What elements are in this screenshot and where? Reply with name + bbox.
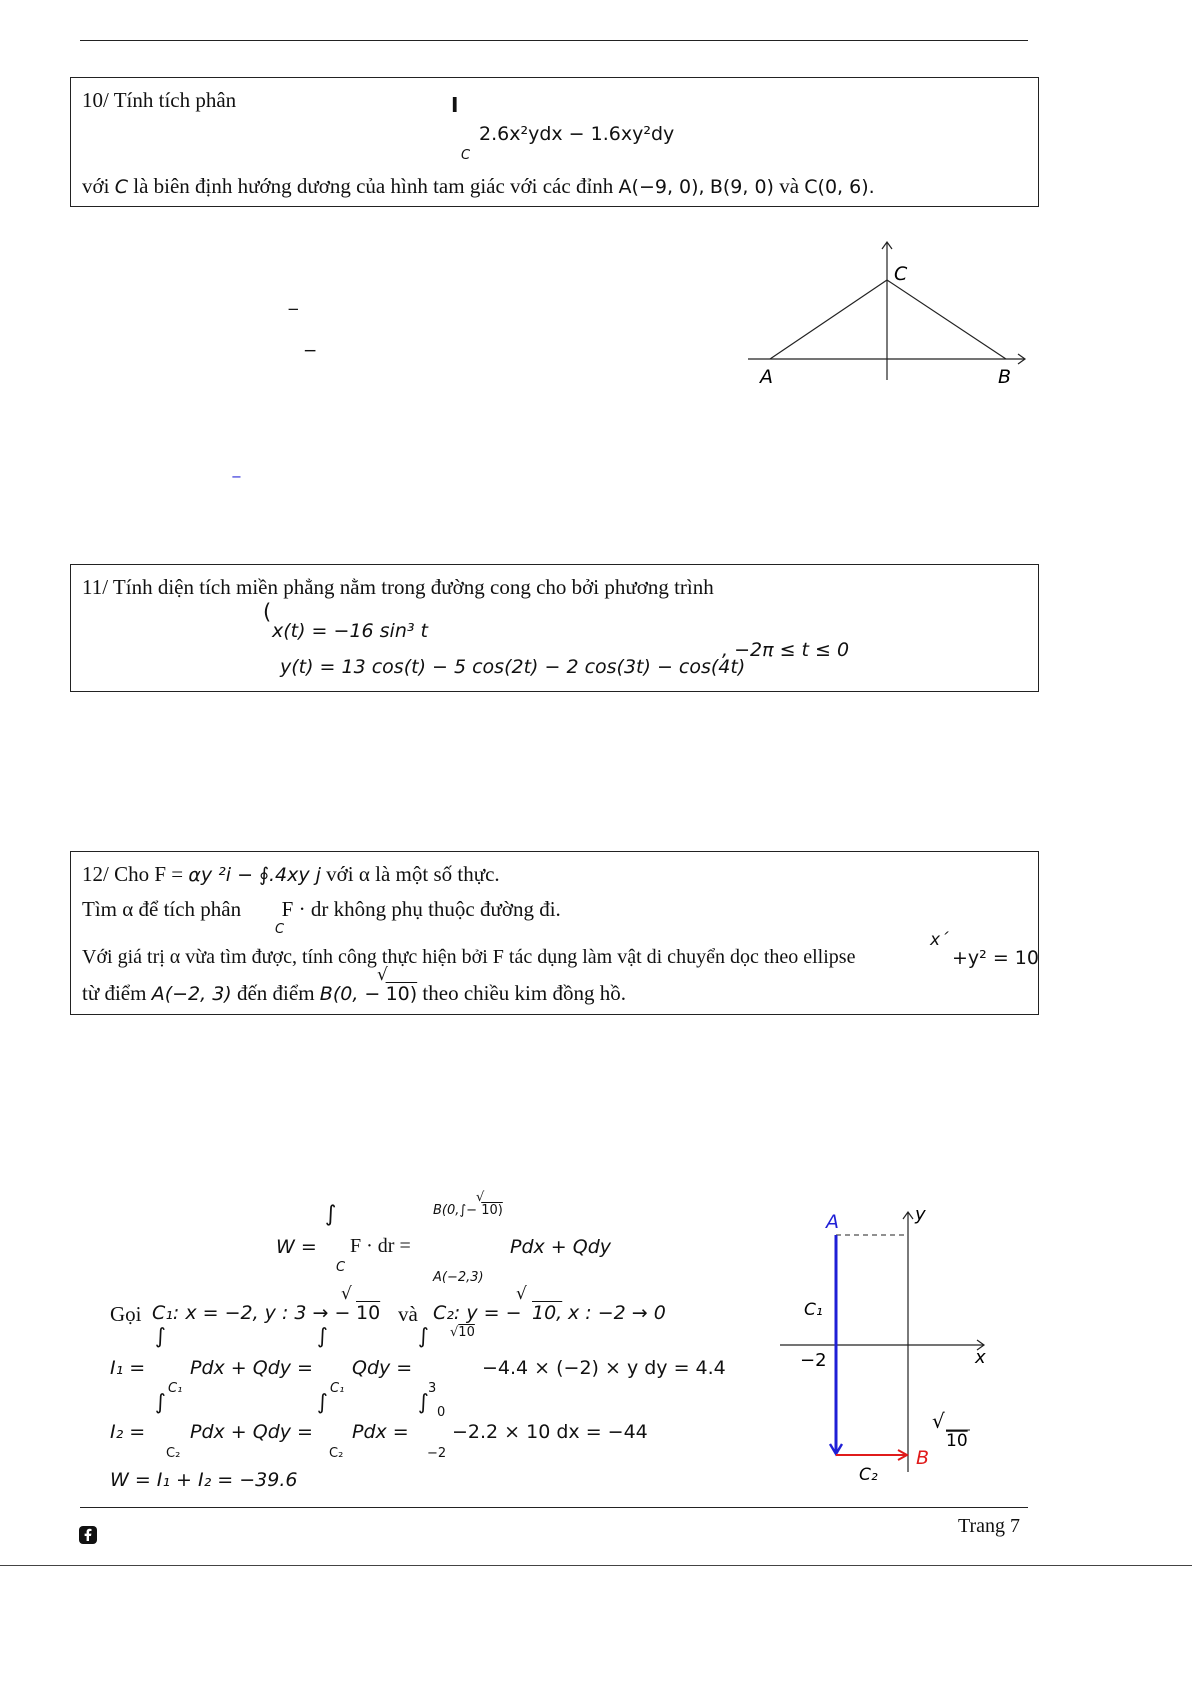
p10-vertex-c: C(0, 6). bbox=[804, 176, 875, 198]
label-sqrt: √ bbox=[932, 1409, 945, 1433]
p12-l4-suffix: theo chiều kim đồng hồ. bbox=[422, 981, 626, 1005]
triangle-figure bbox=[740, 235, 1040, 395]
sol-w-upper-text: B(0,∫− bbox=[433, 1203, 482, 1218]
sol-i1-sub-2: C₁ bbox=[330, 1381, 345, 1396]
sol-i2-sub-2: C₂ bbox=[329, 1446, 344, 1461]
p10-condition bbox=[82, 174, 875, 199]
sol-goi: Gọi bbox=[110, 1302, 142, 1326]
sol-i2-to: 0 bbox=[437, 1405, 446, 1420]
sol-w-mid: F · dr = bbox=[350, 1235, 411, 1257]
sol-i1-lhs: I₁ = bbox=[110, 1357, 146, 1379]
sol-w-rhs: Pdx + Qdy bbox=[510, 1236, 612, 1258]
p10-intro: 10/ Tính tích phân bbox=[82, 88, 237, 112]
page-number: Trang 7 bbox=[958, 1515, 1021, 1537]
sol-i1-sub-1: C₁ bbox=[168, 1381, 183, 1396]
sol-w-upper-10: 10) bbox=[481, 1203, 503, 1218]
header-rule bbox=[80, 40, 1028, 41]
sol-i2-int-2: ∫ bbox=[317, 1390, 328, 1414]
sol-i1-upper-sqrt: √ bbox=[450, 1325, 459, 1340]
p12-l4-mid: đến điểm bbox=[236, 981, 315, 1005]
sol-c1-10: 10 bbox=[356, 1302, 381, 1324]
sol-w-upper bbox=[433, 1203, 503, 1218]
sol-i2-int-1: ∫ bbox=[155, 1390, 166, 1414]
p11-range: , −2π ≤ t ≤ 0 bbox=[722, 639, 850, 661]
p12-line-4 bbox=[82, 981, 626, 1006]
p12-l1-prefix: 12/ Cho F = bbox=[82, 862, 184, 886]
p11-x-eq: x(t) = −16 sin³ t bbox=[272, 620, 428, 642]
p12-l4-prefix: từ điểm bbox=[82, 981, 147, 1005]
p12-l2-prefix: Tìm α để tích phân bbox=[82, 897, 242, 921]
sol-i2-int-3: ∫ bbox=[418, 1390, 429, 1414]
sol-va: và bbox=[398, 1302, 418, 1326]
p10-integrand: 2.6x²ydx − 1.6xy²dy bbox=[479, 123, 675, 145]
facebook-icon[interactable] bbox=[79, 1526, 97, 1544]
sol-i2-lhs: I₂ = bbox=[110, 1421, 146, 1443]
label-10: 10 bbox=[946, 1431, 968, 1451]
label-a: A bbox=[826, 1211, 839, 1233]
label-c: C bbox=[894, 263, 908, 285]
label-x: x bbox=[975, 1347, 986, 1368]
p12-l3-frac: x´ bbox=[930, 930, 949, 950]
p12-line-3: Với giá trị α vừa tìm được, tính công thực hiện bởi F tác dụng làm vật di chuyển dọc theo ellipse bbox=[82, 946, 856, 968]
p10-and: và bbox=[779, 174, 800, 198]
p10-integral-bar: I bbox=[451, 93, 459, 117]
sol-w-lhs: W = bbox=[276, 1236, 317, 1258]
p11-brace: ( bbox=[263, 600, 272, 624]
path-figure bbox=[770, 1200, 1010, 1490]
p12-l2-sub: C bbox=[275, 922, 285, 937]
sol-i1-upper-10: 10 bbox=[458, 1325, 475, 1340]
sol-i1-from: 3 bbox=[428, 1381, 437, 1396]
bottom-rule bbox=[0, 1565, 1192, 1566]
p12-l4-b: B(0, − bbox=[319, 983, 381, 1005]
p11-intro: 11/ Tính diện tích miền phẳng nằm trong đường cong cho bởi phương trình bbox=[82, 575, 714, 599]
p12-l4-b2: 10) bbox=[385, 983, 418, 1005]
sol-i1-c: −4.4 × (−2) × y dy = 4.4 bbox=[482, 1357, 726, 1379]
p12-line-2 bbox=[82, 897, 561, 922]
p10-dash-2: − bbox=[303, 341, 318, 361]
label-c1: C₁ bbox=[804, 1300, 823, 1320]
sol-c1-sqrt: √ bbox=[341, 1284, 352, 1304]
p10-dash-1: − bbox=[287, 300, 300, 318]
p12-l4-sqrt: √ bbox=[377, 965, 388, 985]
sol-i1-a: Pdx + Qdy = bbox=[190, 1357, 313, 1379]
p10-vertex-a: A(−9, 0), bbox=[618, 176, 705, 198]
p12-l3-eq: +y² = 10 bbox=[952, 947, 1039, 969]
sol-c2-def: C₂: y = − bbox=[433, 1302, 522, 1324]
label-a: A bbox=[760, 366, 773, 388]
sol-i2-from: −2 bbox=[427, 1446, 447, 1461]
sol-w-total: W = I₁ + I₂ = −39.6 bbox=[110, 1469, 298, 1491]
sol-i1-int-3: ∫ bbox=[418, 1324, 429, 1348]
sol-i2-a: Pdx + Qdy = bbox=[190, 1421, 313, 1443]
triangle-side-ac bbox=[770, 280, 887, 359]
label-b: B bbox=[916, 1447, 930, 1469]
p11-y-eq: y(t) = 13 cos(t) − 5 cos(2t) − 2 cos(3t) − cos(4t) bbox=[280, 656, 746, 678]
footer-rule bbox=[80, 1507, 1028, 1508]
sol-i1-upper bbox=[450, 1325, 475, 1340]
sol-w-upper-sqrt: √ bbox=[476, 1190, 485, 1205]
label-minus-2: −2 bbox=[800, 1350, 827, 1371]
p10-cond-c: C bbox=[114, 176, 128, 198]
p10-cond-prefix: với bbox=[82, 174, 110, 198]
label-b: B bbox=[998, 366, 1012, 388]
p10-dash-3: − bbox=[231, 470, 242, 485]
sol-w-sub: C bbox=[336, 1260, 346, 1275]
p12-l4-a: A(−2, 3) bbox=[151, 983, 232, 1005]
sol-c2-rest: x : −2 → 0 bbox=[568, 1302, 666, 1324]
sol-i1-int-2: ∫ bbox=[317, 1324, 328, 1348]
triangle-side-cb bbox=[887, 280, 1006, 359]
p10-curve-sub: C bbox=[461, 148, 471, 163]
sol-i1-b: Qdy = bbox=[352, 1357, 413, 1379]
p12-l2-suffix: không phụ thuộc đường đi. bbox=[333, 897, 561, 921]
sol-w-int: ∫ bbox=[325, 1202, 337, 1227]
sol-c2-10: 10, bbox=[532, 1302, 563, 1324]
label-c2: C₂ bbox=[859, 1465, 878, 1485]
sol-c1-def: C₁: x = −2, y : 3 → − bbox=[152, 1302, 351, 1324]
p12-line-1 bbox=[82, 862, 500, 887]
sol-c2-sqrt: √ bbox=[516, 1284, 527, 1304]
label-y: y bbox=[915, 1204, 926, 1225]
p10-cond-mid: là biên định hướng dương của hình tam giác với các đỉnh bbox=[133, 174, 614, 198]
p10-vertex-b: B(9, 0) bbox=[709, 176, 774, 198]
sol-i2-b: Pdx = bbox=[352, 1421, 409, 1443]
p12-l1-suffix: với α là một số thực. bbox=[326, 862, 500, 886]
sol-i2-c: −2.2 × 10 dx = −44 bbox=[452, 1421, 648, 1443]
sol-w-lower: A(−2,3) bbox=[433, 1270, 484, 1285]
p12-l2-expr: F · dr bbox=[281, 897, 329, 921]
sol-i1-int-1: ∫ bbox=[155, 1324, 166, 1348]
sol-i2-sub-1: C₂ bbox=[166, 1446, 181, 1461]
p12-l1-field: αy ²i − ∮.4xy j bbox=[188, 864, 321, 886]
